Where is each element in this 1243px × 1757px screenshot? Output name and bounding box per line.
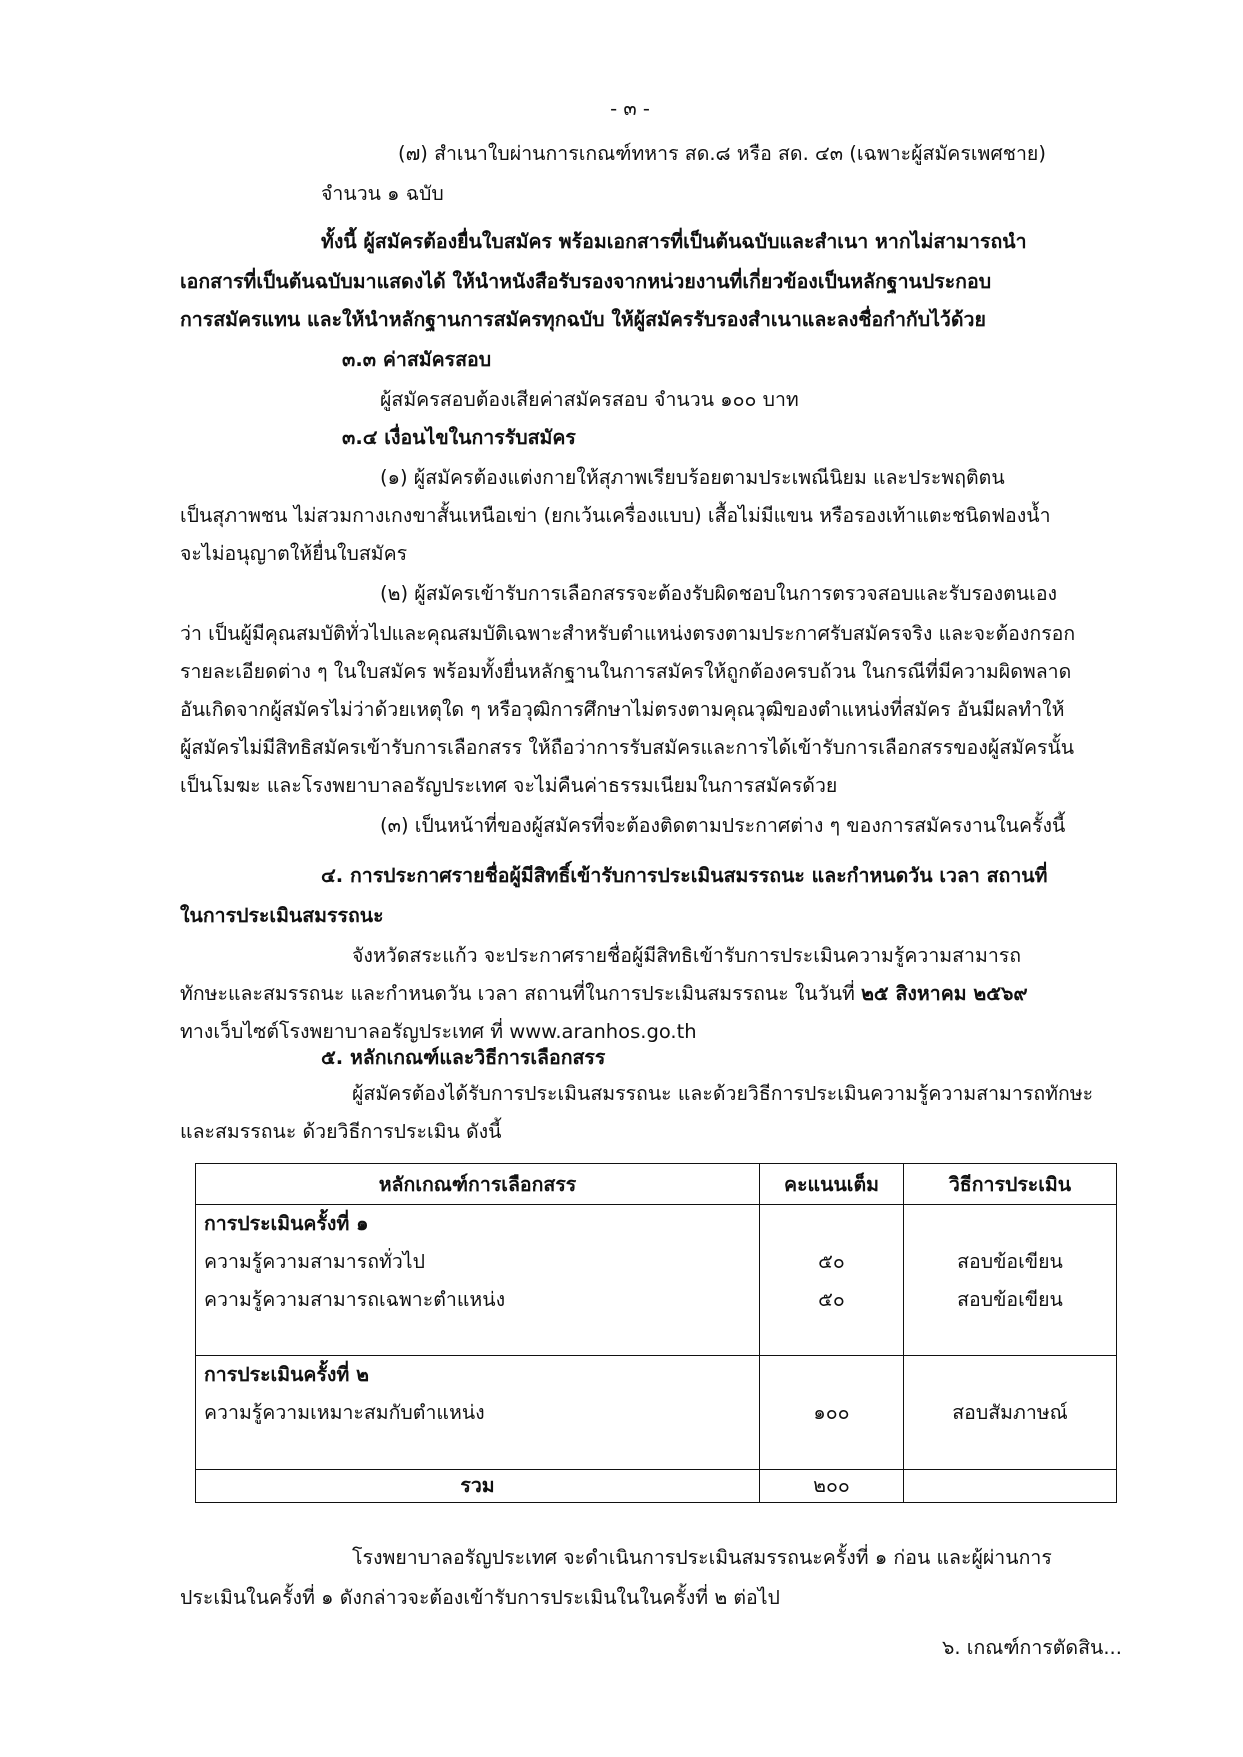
table-row-round-2 — [196, 1356, 1117, 1470]
closing-line-2: ประเมินในครั้งที่ ๑ ดังกล่าวจะต้องเข้ารับการประเมินในในครั้งที่ ๒ ต่อไป — [180, 1586, 780, 1609]
table-total-row — [196, 1470, 1117, 1503]
round-2-method-1: สอบสัมภาษณ์ — [952, 1401, 1068, 1424]
section-4-body-line-1: จังหวัดสระแก้ว จะประกาศรายชื่อผู้มีสิทธิเข้ารับการประเมินความรู้ความสามารถ — [352, 944, 1022, 967]
table-header-method: วิธีการประเมิน — [904, 1164, 1117, 1205]
item-7-line-2: จำนวน ๑ ฉบับ — [321, 182, 444, 205]
page-number: - ๓ - — [610, 97, 650, 120]
notice-line-2: เอกสารที่เป็นต้นฉบับมาแสดงได้ ให้นำหนังสือรับรองจากหน่วยงานที่เกี่ยวข้องเป็นหลักฐานประกอบ — [180, 270, 992, 293]
round-1-method-cell — [904, 1205, 1117, 1356]
condition-2-line-6: เป็นโมฆะ และโรงพยาบาลอรัญประเทศ จะไม่คืนค่าธรรมเนียมในการสมัครด้วย — [180, 774, 838, 797]
table-header-criterion: หลักเกณฑ์การเลือกสรร — [196, 1164, 760, 1205]
item-7-line-1: (๗) สำเนาใบผ่านการเกณฑ์ทหาร สด.๘ หรือ สด. ๔๓ (เฉพาะผู้สมัครเพศชาย) — [398, 142, 1046, 165]
round-1-criterion-1: ความรู้ความสามารถทั่วไป — [204, 1250, 425, 1273]
round-1-method-2: สอบข้อเขียน — [957, 1288, 1063, 1311]
condition-3: (๓) เป็นหน้าที่ของผู้สมัครที่จะต้องติดตามประกาศต่าง ๆ ของการสมัครงานในครั้งนี้ — [380, 814, 1066, 837]
total-score: ๒๐๐ — [760, 1470, 904, 1503]
condition-2-line-4: อันเกิดจากผู้สมัครไม่ว่าด้วยเหตุใด ๆ หรือวุฒิการศึกษาไม่ตรงตามคุณวุฒิของตำแหน่งที่สมัคร อันมีผลทำให้ — [180, 698, 1065, 721]
next-page-indicator: ๖. เกณฑ์การตัดสิน... — [942, 1636, 1122, 1659]
round-1-title: การประเมินครั้งที่ ๑ — [204, 1212, 369, 1235]
condition-1-line-1: (๑) ผู้สมัครต้องแต่งกายให้สุภาพเรียบร้อยตามประเพณีนิยม และประพฤติตน — [380, 466, 1005, 489]
round-2-criteria-cell — [196, 1356, 760, 1470]
table-header-row — [196, 1164, 1117, 1205]
round-2-criterion-1: ความรู้ความเหมาะสมกับตำแหน่ง — [204, 1401, 485, 1424]
condition-2-line-3: รายละเอียดต่าง ๆ ในใบสมัคร พร้อมทั้งยื่นหลักฐานในการสมัครให้ถูกต้องครบถ้วน ในกรณีที่มีความผิดพลาด — [180, 660, 1072, 683]
section-4-heading-line-2: ในการประเมินสมรรถนะ — [180, 904, 384, 927]
round-2-title: การประเมินครั้งที่ ๒ — [204, 1363, 369, 1386]
round-1-criterion-2: ความรู้ความสามารถเฉพาะตำแหน่ง — [204, 1288, 506, 1311]
section-3-4-heading: ๓.๔ เงื่อนไขในการรับสมัคร — [342, 426, 576, 449]
round-1-criteria-cell — [196, 1205, 760, 1356]
total-method-empty — [904, 1470, 1117, 1503]
round-1-score-2: ๕๐ — [818, 1288, 845, 1311]
round-1-score-cell — [760, 1205, 904, 1356]
condition-2-line-5: ผู้สมัครไม่มีสิทธิสมัครเข้ารับการเลือกสรร ให้ถือว่าการรับสมัครและการได้เข้ารับการเลือกสรรของผู้สมัครนั้น — [180, 736, 1075, 759]
round-2-score-1: ๑๐๐ — [813, 1401, 850, 1424]
round-2-method-cell — [904, 1356, 1117, 1470]
section-5-heading: ๕. หลักเกณฑ์และวิธีการเลือกสรร — [321, 1046, 606, 1069]
condition-2-line-2: ว่า เป็นผู้มีคุณสมบัติทั่วไปและคุณสมบัติเฉพาะสำหรับตำแหน่งตรงตามประกาศรับสมัครจริง และจะต้องกรอก — [180, 622, 1076, 645]
section-5-body-line-1: ผู้สมัครต้องได้รับการประเมินสมรรถนะ และด้วยวิธีการประเมินความรู้ความสามารถทักษะ — [352, 1082, 1094, 1105]
table-header-full-score: คะแนนเต็ม — [760, 1164, 904, 1205]
total-label: รวม — [196, 1470, 760, 1503]
section-3-3-text: ผู้สมัครสอบต้องเสียค่าสมัครสอบ จำนวน ๑๐๐ บาท — [380, 388, 799, 411]
table-row-round-1 — [196, 1205, 1117, 1356]
section-4-body-line-3: ทางเว็บไซต์โรงพยาบาลอรัญประเทศ ที่ www.aranhos.go.th — [180, 1020, 697, 1043]
section-5-body-line-2: และสมรรถนะ ด้วยวิธีการประเมิน ดังนี้ — [180, 1120, 502, 1143]
round-1-score-1: ๕๐ — [818, 1250, 845, 1273]
round-1-method-1: สอบข้อเขียน — [957, 1250, 1063, 1273]
notice-line-3: การสมัครแทน และให้นำหลักฐานการสมัครทุกฉบับ ให้ผู้สมัครรับรองสำเนาและลงชื่อกำกับไว้ด้วย — [180, 308, 986, 331]
section-4-heading-line-1: ๔. การประกาศรายชื่อผู้มีสิทธิ์เข้ารับการประเมินสมรรถนะ และกำหนดวัน เวลา สถานที่ — [321, 864, 1048, 887]
condition-2-line-1: (๒) ผู้สมัครเข้ารับการเลือกสรรจะต้องรับผิดชอบในการตรวจสอบและรับรองตนเอง — [380, 582, 1058, 605]
condition-1-line-2: เป็นสุภาพชน ไม่สวมกางเกงขาสั้นเหนือเข่า (ยกเว้นเครื่องแบบ) เสื้อไม่มีแขน หรือรองเท้าแตะชนิดฟองน้ำ — [180, 504, 1051, 527]
selection-criteria-table — [195, 1163, 1117, 1503]
section-4-body-line-2-text: ทักษะและสมรรถนะ และกำหนดวัน เวลา สถานที่ในการประเมินสมรรถนะ ในวันที่ — [180, 982, 862, 1005]
notice-line-1: ทั้งนี้ ผู้สมัครต้องยื่นใบสมัคร พร้อมเอกสารที่เป็นต้นฉบับและสำเนา หากไม่สามารถนำ — [321, 230, 1027, 253]
section-4-body-line-2 — [180, 980, 1028, 1008]
condition-1-line-3: จะไม่อนุญาตให้ยื่นใบสมัคร — [180, 542, 408, 565]
round-2-score-cell — [760, 1356, 904, 1470]
section-3-3-heading: ๓.๓ ค่าสมัครสอบ — [342, 348, 492, 371]
closing-line-1: โรงพยาบาลอรัญประเทศ จะดำเนินการประเมินสมรรถนะครั้งที่ ๑ ก่อน และผู้ผ่านการ — [352, 1546, 1052, 1569]
assessment-announcement-date: ๒๕ สิงหาคม ๒๕๖๙ — [861, 982, 1028, 1005]
